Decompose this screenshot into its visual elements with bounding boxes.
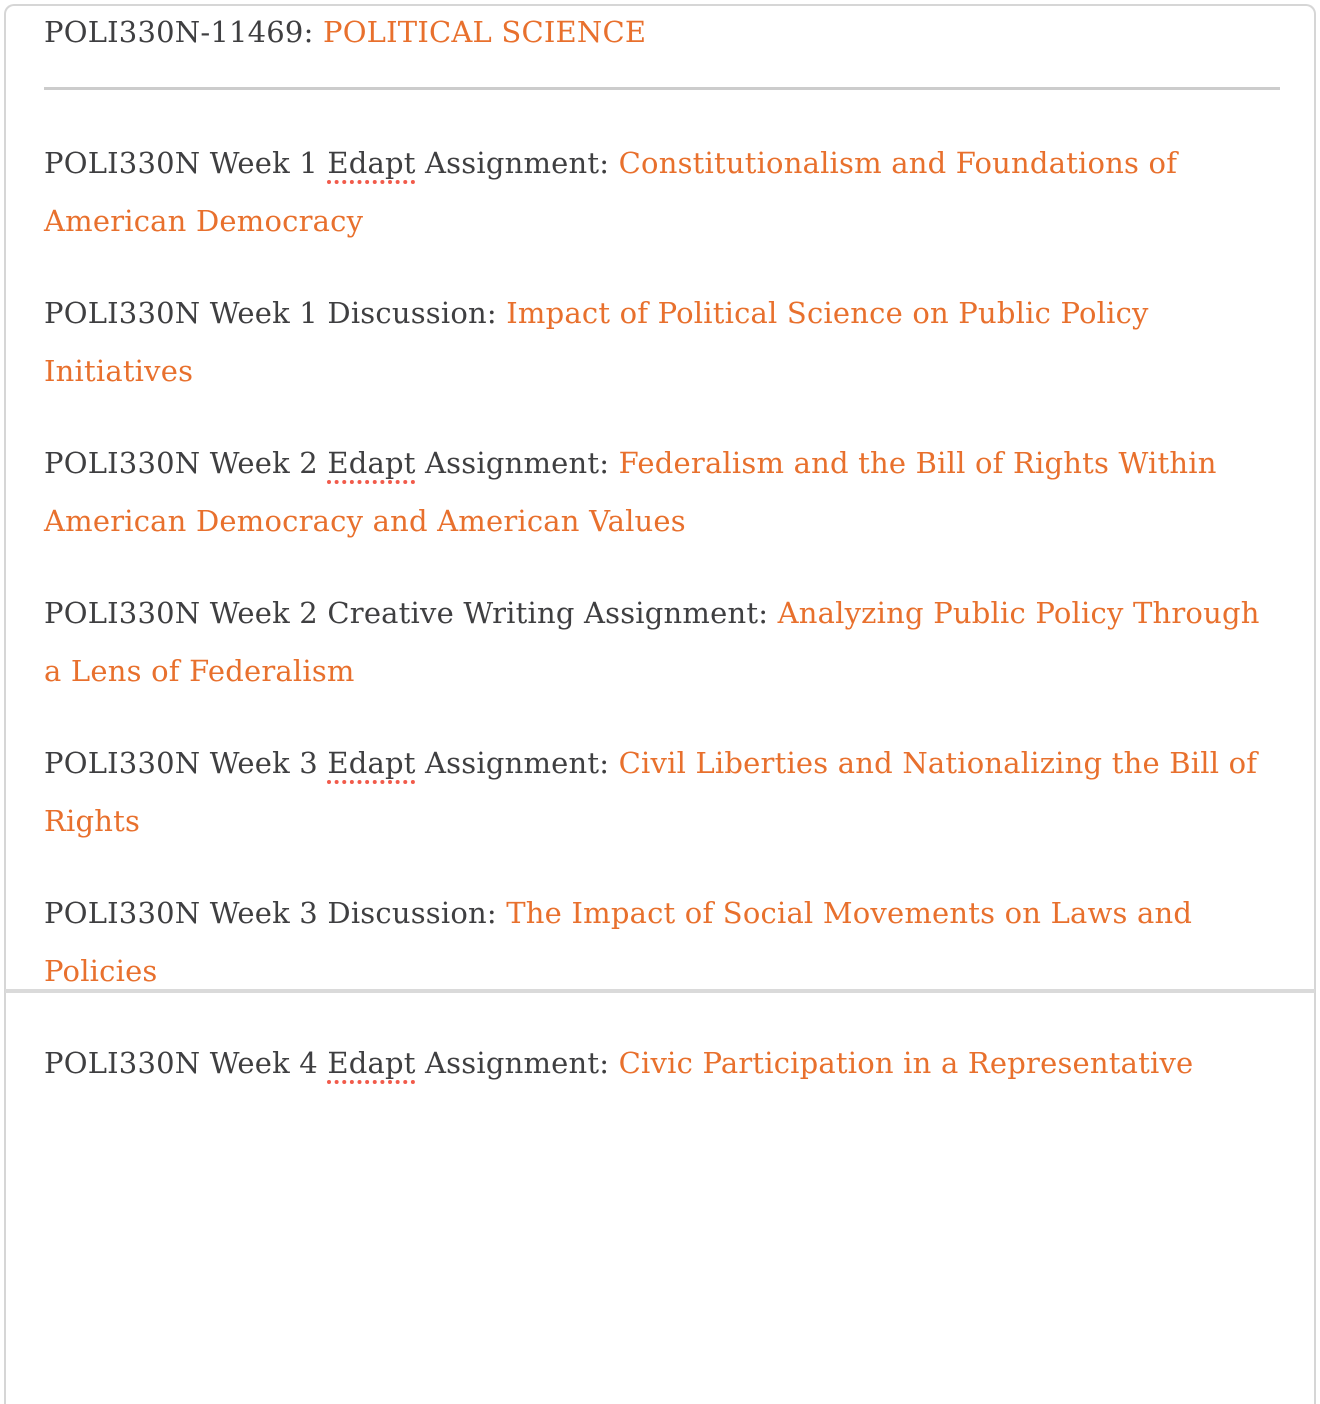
assignment-prefix-misspelled-word: Edapt xyxy=(327,1046,416,1080)
header-divider xyxy=(44,87,1280,90)
assignment-prefix-misspelled-word: Edapt xyxy=(327,146,416,180)
assignment-link[interactable]: Analyzing Public Policy Through a Lens of Federalism xyxy=(44,596,1260,688)
assignment-item xyxy=(44,284,1280,400)
assignment-item xyxy=(44,884,1280,1000)
assignment-item xyxy=(44,734,1280,850)
assignment-prefix-misspelled-word: Edapt xyxy=(327,746,416,780)
assignment-item xyxy=(44,584,1280,700)
course-header xyxy=(44,10,1280,54)
assignment-prefix: POLI330N Week 1 Discussion: xyxy=(44,296,507,330)
assignment-link[interactable]: Constitutionalism and Foundations of American Democracy xyxy=(44,146,1178,238)
assignment-prefix: POLI330N Week 3 Discussion: xyxy=(44,896,507,930)
assignment-prefix-after: Assignment: xyxy=(415,146,619,180)
assignment-item xyxy=(44,134,1280,250)
assignment-link[interactable]: Impact of Political Science on Public Policy Initiatives xyxy=(44,296,1149,388)
assignment-prefix: POLI330N Week 2 xyxy=(44,446,328,480)
assignment-link[interactable]: Civil Liberties and Nationalizing the Bill of Rights xyxy=(44,746,1258,838)
assignment-prefix-misspelled-word: Edapt xyxy=(327,446,416,480)
assignment-prefix-after: Assignment: xyxy=(415,1046,619,1080)
course-card xyxy=(4,4,1316,1404)
assignment-link[interactable]: Federalism and the Bill of Rights Within American Democracy and American Values xyxy=(44,446,1217,538)
assignment-prefix: POLI330N Week 4 xyxy=(44,1046,328,1080)
assignment-prefix-after: Assignment: xyxy=(415,746,619,780)
assignment-item xyxy=(44,434,1280,550)
assignment-prefix: POLI330N Week 2 Creative Writing Assignment: xyxy=(44,596,778,630)
assignment-link[interactable]: The Impact of Social Movements on Laws and Policies xyxy=(44,896,1193,988)
assignment-list xyxy=(44,134,1280,1092)
assignment-prefix-after: Assignment: xyxy=(415,446,619,480)
assignment-item xyxy=(44,1034,1280,1092)
course-title-link[interactable]: POLITICAL SCIENCE xyxy=(322,15,647,49)
assignment-prefix: POLI330N Week 3 xyxy=(44,746,328,780)
assignment-prefix: POLI330N Week 1 xyxy=(44,146,328,180)
bottom-section-divider xyxy=(5,989,1315,993)
course-code: POLI330N-11469: xyxy=(44,15,323,49)
assignment-link[interactable]: Civic Participation in a Representative xyxy=(618,1046,1194,1080)
